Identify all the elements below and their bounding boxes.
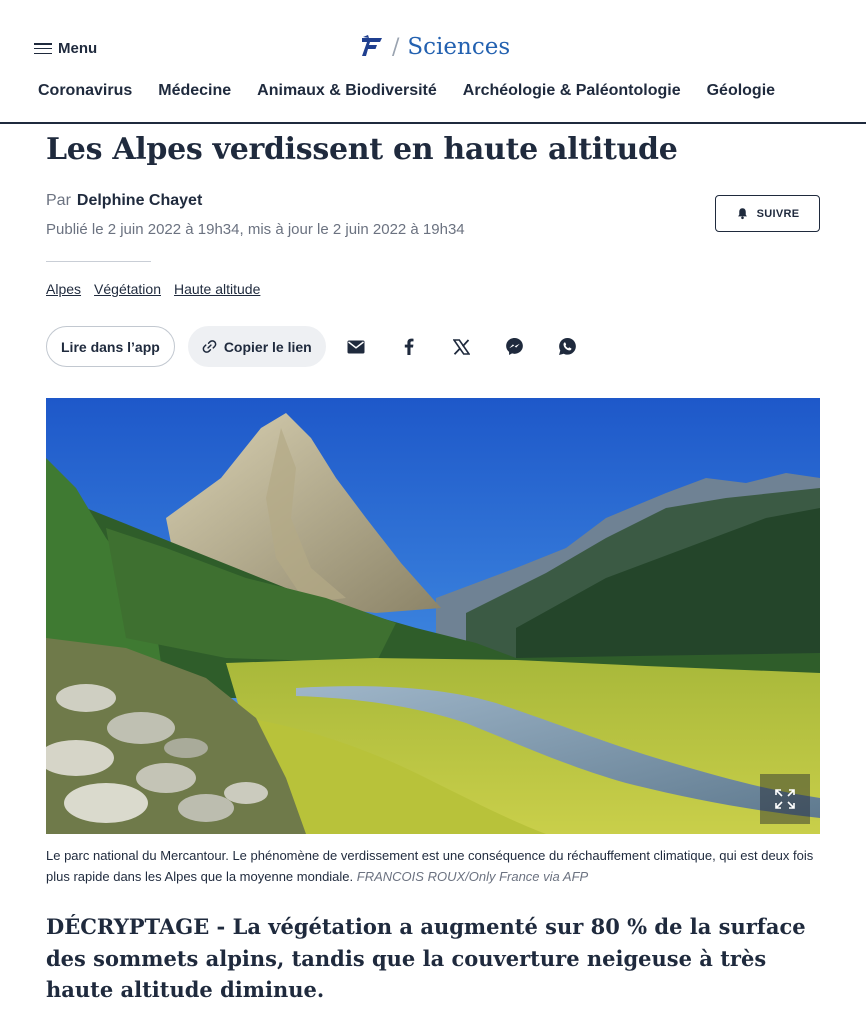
brand[interactable] — [360, 34, 510, 60]
nav-item-geologie[interactable]: Géologie — [706, 82, 776, 99]
hamburger-icon — [34, 43, 52, 54]
author-link[interactable]: Delphine Chayet — [76, 192, 203, 209]
follow-button[interactable] — [715, 195, 820, 232]
figaro-logo-icon — [360, 35, 384, 59]
link-icon — [202, 339, 217, 354]
expand-image-button[interactable] — [760, 774, 810, 824]
follow-label: SUIVRE — [756, 207, 800, 220]
tag-haute-altitude[interactable]: Haute altitude — [173, 281, 261, 297]
divider — [46, 261, 151, 262]
nav-item-coronavirus[interactable]: Coronavirus — [38, 82, 133, 99]
menu-label: Menu — [58, 40, 98, 57]
read-in-app-button[interactable]: Lire dans l’app — [46, 326, 175, 367]
nav-item-medecine[interactable]: Médecine — [158, 82, 232, 99]
facebook-icon[interactable] — [397, 335, 421, 359]
publish-date: Publié le 2 juin 2022 à 19h34, mis à jour le 2 juin 2022 à 19h34 — [46, 221, 465, 238]
whatsapp-icon[interactable] — [556, 335, 580, 359]
copy-link-label: Copier le lien — [223, 338, 312, 355]
expand-icon — [774, 788, 796, 810]
nav-item-archeologie-paleontologie[interactable]: Archéologie & Paléontologie — [462, 82, 681, 99]
photo-credit: FRANCOIS ROUX/Only France via AFP — [356, 869, 589, 884]
article-photo[interactable] — [46, 398, 820, 834]
mountain-landscape-image — [46, 398, 820, 834]
brand-slash: / — [392, 34, 400, 60]
image-caption — [46, 845, 826, 887]
copy-link-button[interactable] — [188, 326, 326, 367]
tag-alpes[interactable]: Alpes — [46, 281, 82, 297]
messenger-icon[interactable] — [503, 335, 527, 359]
mail-icon[interactable] — [344, 335, 368, 359]
byline — [46, 192, 202, 210]
tag-vegetation[interactable]: Végétation — [94, 281, 161, 297]
article-lede: DÉCRYPTAGE - La végétation a augmenté sur 80 % de la surface des sommets alpins, tandis que la couverture neigeuse à très haute altitude diminue. — [46, 914, 806, 1002]
byline-prefix: Par — [46, 192, 71, 209]
caption-text: Le parc national du Mercantour. Le phénomène de verdissement est une conséquence du réchauffement climatique, qui est deux fois plus rapide dans les Alpes que la moyenne mondiale. — [46, 848, 814, 884]
section-nav — [38, 82, 775, 100]
nav-item-animaux-biodiversite[interactable]: Animaux & Biodiversité — [257, 82, 437, 99]
tag-list — [46, 281, 260, 297]
share-bar — [46, 326, 580, 367]
x-icon[interactable] — [450, 335, 474, 359]
menu-button[interactable] — [34, 40, 97, 57]
site-header — [0, 0, 866, 124]
section-name: Sciences — [407, 34, 511, 60]
bell-icon — [736, 207, 749, 220]
article-title: Les Alpes verdissent en haute altitude — [46, 132, 678, 167]
